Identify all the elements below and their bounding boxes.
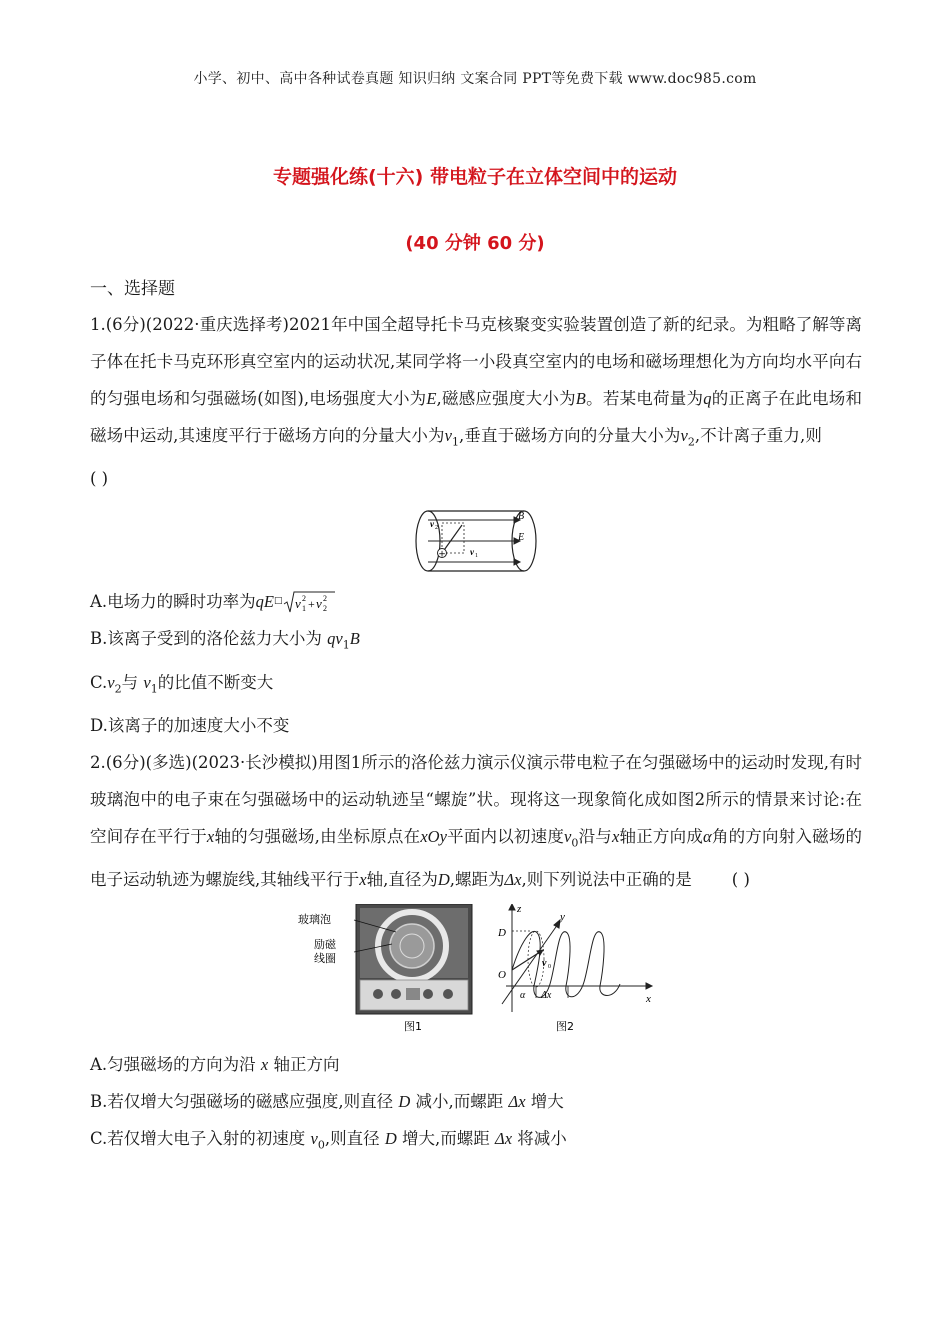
apparatus-photo [354,904,472,1014]
label-v2: v [430,519,434,530]
q2-option-a-math: x [260,1055,269,1075]
q2-option-a [90,1046,862,1083]
q2-text-h: ,螺距为 [449,870,505,890]
q2-text-c: 平面内以初速度 [446,826,565,846]
q1-option-d [90,707,862,744]
q2-symbol-x2: x [611,826,620,846]
q2-option-b-text: B.若仅增大匀强磁场的磁感应强度,则直径 [90,1092,399,1112]
label-B: B [518,511,525,523]
main-content [90,272,862,1163]
q1-option-d-text: D.该离子的加速度大小不变 [90,715,290,735]
q2-option-b-math2: Δx [508,1092,526,1112]
label-axis-y: y [560,911,565,924]
glass-bulb [390,924,434,968]
label-v2-sub: 2 [435,525,438,532]
q1-option-c-mid: 与 [121,672,144,692]
figure-2-group [90,904,862,1038]
helix-trajectory [512,932,620,998]
q2-option-b-math: D [398,1092,411,1112]
q2-option-b-mid: 减小,而螺距 [410,1092,509,1112]
q1-option-c [90,664,862,707]
q2-text-g: 轴,直径为 [366,870,438,890]
q1-symbol-q: q [703,389,712,408]
q2-text-f: 角的方向射入磁场的电子运动轨迹为螺旋线,其轴线平行于 [90,826,863,890]
q2-symbol-x3: x [359,870,367,890]
sqrt-v2: v [315,595,322,611]
q1-option-a-text: A.电场力的瞬时功率为 [90,592,256,612]
q2-text-d: 沿与 [578,826,612,846]
q1-sub-1: 1 [451,435,459,449]
sqrt-v1-sub: 1 [301,603,306,613]
q1-option-c-text: C. [90,672,108,692]
q1-option-b-text: B.该离子受到的洛伦兹力大小为 [90,629,328,649]
q2-symbol-alpha: α [703,826,712,846]
q1-answer-paren: ( ) [90,469,109,489]
label-E: E [518,532,525,544]
sqrt-plus: + [307,596,315,611]
q2-option-c-math2: D [384,1129,397,1149]
page-header: 小学、初中、高中各种试卷真题 知识归纳 文案合同 PPT等免费下载 www.doc985.com [193,71,757,87]
ion-plus-sign: + [438,549,446,560]
sqrt-v2-sub: 2 [322,603,327,613]
question-2-stem [90,744,862,898]
label-v0-sub: 0 [548,964,551,971]
label-coil-1: 励磁 [314,938,336,952]
caption-figure-2: 图2 [556,1020,574,1034]
sqrt-v1-pow: 2 [301,593,306,603]
q1-option-a-math: qE [255,592,275,612]
q2-option-c [90,1120,862,1163]
label-axis-z: z [517,904,522,916]
q2-text-a: 2.(6分)(多选)(2023·长沙模拟)用图1所示的洛伦兹力演示仪演示带电粒子在匀强磁场中的运动时发现,有时玻璃泡中的电子束在匀强磁场中的运动轨迹呈“螺旋”状。现将这一现象简化成如图2所示的情景来讨论:在空间存在平行于 [90,752,862,846]
q2-text-b: 轴的匀强磁场,由坐标原点在 [214,826,421,846]
q1-option-c-post: 的比值不断变大 [157,672,274,692]
label-axis-x: x [646,993,651,1006]
label-glass-bulb: 玻璃泡 [298,913,331,927]
q1-symbol-v1: v [444,426,452,445]
sqrt-expression [283,588,335,616]
q2-text-i: ,则下列说法中正确的是 [521,870,692,890]
sqrt-v2-pow: 2 [322,593,327,603]
q2-answer-paren: ( ) [731,870,750,890]
q2-option-b-post: 增大 [525,1092,564,1112]
label-diameter: D [498,927,506,940]
q2-option-c-post2: 将减小 [512,1129,567,1149]
figure-lorentz-apparatus [296,904,656,1038]
q2-symbol-x1: x [206,826,215,846]
label-pitch: Δx [541,990,552,1002]
label-alpha: α [520,990,526,1002]
q1-symbol-v2: v [680,426,688,445]
q2-option-a-post: 轴正方向 [268,1055,340,1075]
q1-sub-2: 2 [687,435,695,449]
question-1-stem [90,306,862,497]
q1-text-b: ,磁感应强度大小为 [436,389,576,408]
q2-option-c-math3: Δx [495,1129,513,1149]
q1-option-c-math2: v [143,672,151,692]
q2-text-e: 轴正方向成 [619,826,704,846]
q2-symbol-D: D [437,870,450,890]
label-v1-sub: 1 [475,553,478,560]
caption-figure-1: 图1 [404,1020,422,1034]
q1-text-c: 。若某电荷量为 [585,389,704,408]
q2-symbol-xOy: xOy [420,826,447,846]
label-coil-2: 线圈 [314,952,336,966]
figure-cylinder-field [414,507,538,575]
q2-option-c-math: v [310,1129,318,1149]
q2-option-c-post: 增大,而螺距 [396,1129,496,1149]
label-v0: v [542,958,547,970]
label-v1: v [470,547,474,558]
label-origin: O [498,969,506,982]
q1-option-c-sub2: 1 [150,681,158,695]
q1-text-a: 1.(6分)(2022·重庆选择考)2021年中国全超导托卡马克核聚变实验装置创造了新的纪录。为粗略了解等离子体在托卡马克环形真空室内的运动状况,某同学将一小段真空室内的电场和磁场理想化为方向均水平向右的匀强电场和匀强磁场(如图),电场强度大小为 [90,315,862,408]
sqrt-v1: v [294,595,301,611]
q2-option-b [90,1083,862,1120]
q1-option-b [90,620,862,663]
q2-option-a-text: A.匀强磁场的方向为沿 [90,1055,261,1075]
q2-option-c-mid: ,则直径 [324,1129,385,1149]
page-title: 专题强化练(十六) 带电粒子在立体空间中的运动 [273,166,677,188]
q1-option-c-sub: 2 [114,681,122,695]
q2-symbol-dx: Δx [504,870,522,890]
v0-vector [512,952,540,970]
q2-symbol-v0: v [564,826,572,846]
q2-option-c-text: C.若仅增大电子入射的初速度 [90,1129,311,1149]
q1-symbol-B: B [575,389,586,408]
section-label: 一、选择题 [90,279,175,299]
q1-option-a-box: □ [274,596,283,607]
q1-option-b-math: qv [327,629,343,649]
q1-option-b-post: B [349,629,360,649]
q1-text-f: ,不计离子重力,则 [694,426,823,445]
q2-sub-0: 0 [571,836,579,850]
q1-text-d: 的正离子在此电场和磁场中运动,其速度平行于磁场方向的分量大小为 [90,389,863,445]
q1-option-b-sub: 1 [342,638,350,652]
q2-option-c-sub: 0 [317,1138,325,1152]
q1-symbol-E: E [426,389,437,408]
q1-option-c-math: v [107,672,115,692]
page-subtitle: (40 分钟 60 分) [405,233,545,254]
q1-text-e: ,垂直于磁场方向的分量大小为 [458,426,681,445]
q1-option-a [90,583,862,620]
